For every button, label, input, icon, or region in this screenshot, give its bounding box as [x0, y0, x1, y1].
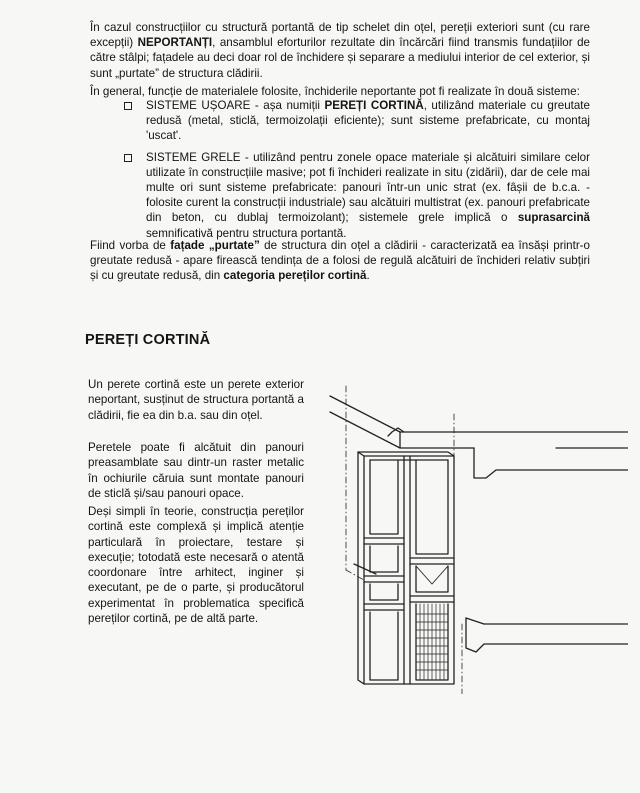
definition-paragraph: Un perete cortină este un perete exterior neportant, susținut de structura portantă a clădirii, fie ea din b.a. sau din oțel.	[88, 378, 304, 422]
text-run: SISTEME GRELE - utilizând pentru zonele opace materiale și alcătuiri similare celor utilizate în construcțiile masive; pot fi închideri realizate in situ (zidării), dar de cele mai multe ori sunt sisteme prefabricate: panouri într-un unic strat (ex. fâșii de b.c.a. - folosite curent la construcții industriale) sau alcătuiri multistrat (ex. panouri prefabricate din beton, cu dublaj termoizolant); sistemele grele implică o	[146, 150, 590, 225]
text-run: În cazul construcțiilor cu structură portantă de tip schelet din oțel, pereții exteriori sunt (cu rare excepții)	[90, 21, 590, 50]
text-run: , utilizând materiale cu greutate redusă (metal, sticlă, termoizolații eficiente); sunt sisteme prefabricate, cu montaj 'uscat'.	[146, 99, 590, 143]
emphasis-fatade-purtate: fațade „purtate”	[170, 239, 260, 252]
facade-paragraph	[90, 238, 590, 284]
curtain-wall-frame	[358, 452, 454, 684]
text-run: , ansamblul eforturilor rezultate din încărcări fiind transmis fundațiilor de către stâlpi; fațadele au deci doar rol de închidere și separare a mediului interior de cel exterior, și sunt „purtate” de structura clădirii.	[90, 36, 590, 80]
text-run: .	[366, 269, 370, 283]
emphasis-suprasarcina: suprasarcină	[517, 211, 590, 225]
upper-slab	[330, 396, 628, 478]
emphasis-categoria: categoria pereților cortină	[223, 269, 367, 283]
text-run: de structura din oțel a clădirii - caracterizată ea însăși printr-o greutate redusă - apare firească tendința de a folosi de regulă alcătuiri de închideri relativ subțiri și cu greutate redusă, din	[90, 239, 590, 283]
text-run: Fiind vorba de	[90, 239, 171, 252]
lower-slab	[354, 564, 628, 652]
text-run: SISTEME UȘOARE - așa numiții	[146, 99, 325, 112]
square-bullet-icon	[124, 102, 132, 110]
complexity-block	[88, 504, 304, 626]
intro-paragraph	[90, 20, 590, 81]
text-run: semnificativă pentru structura portantă.	[146, 226, 347, 240]
composition-block	[88, 440, 304, 501]
square-bullet-icon	[124, 154, 132, 162]
systems-list	[120, 98, 590, 241]
list-item-heavy-systems	[120, 150, 590, 241]
section-heading: PEREȚI CORTINĂ	[85, 332, 211, 348]
composition-paragraph: Peretele poate fi alcătuit din panouri preasamblate sau dintr-un raster metalic în ochiurile căruia sunt montate panouri de sticlă și/sau panouri opace.	[88, 441, 304, 500]
emphasis-neportanti: NEPORTANȚI	[137, 36, 213, 50]
definition-block	[88, 377, 304, 423]
curtain-wall-axonometric-drawing-icon	[316, 374, 628, 694]
emphasis-pereti-cortina: PEREȚI CORTINĂ	[324, 99, 424, 112]
complexity-paragraph: Deși simpli în teorie, construcția pereților cortină este complexă și implică atenție particulară în proiectare, testare și execuție; totodată este necesară o atentă coordonare între arhitect, inginer și executant, pe de o parte, și producătorul experimentat în problematica specifică pereților cortină, pe de altă parte.	[88, 505, 304, 626]
systems-intro-paragraph: În general, funcție de materialele folosite, închiderile neportante pot fi realizate în două sisteme:	[90, 85, 580, 98]
opaque-panel-grid	[416, 604, 448, 680]
list-item-light-systems	[120, 98, 590, 144]
